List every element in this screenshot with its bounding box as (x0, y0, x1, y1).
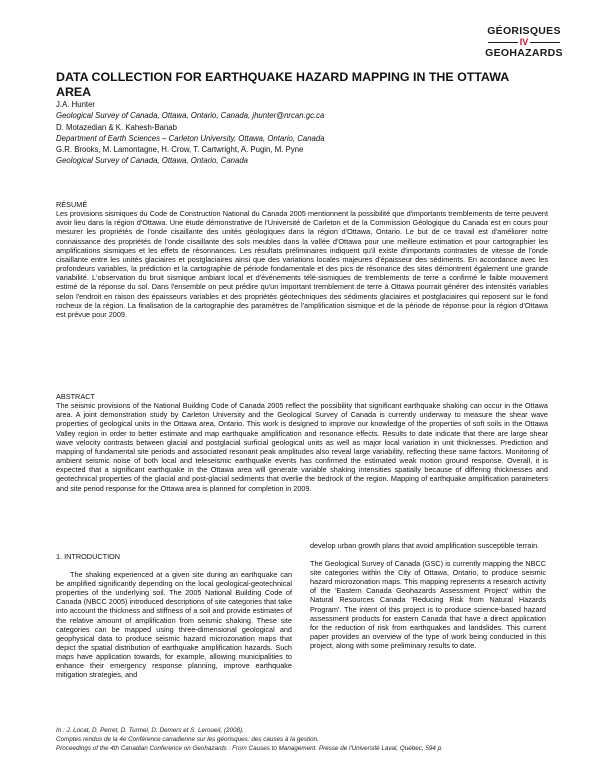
author-name: D. Motazedian & K. Kahesh-Banab (56, 122, 177, 132)
resume-heading: RÉSUMÉ (56, 200, 88, 209)
citation-line-1: In : J. Locat, D. Perret, D. Turmel, D. Demers et S. Leroueil, (2008). (56, 727, 244, 734)
logo-line-georisques: GÉORISQUES (487, 25, 561, 37)
intro-paragraph-1: The shaking experienced at a given site during an earthquake can be amplified significantly depending on the local geological-geotechnical properties of the underlying soil. The 2005 National Building Code of Canada (NBCC 2005) introduced descriptions of site categories that take into account the thickness and stiffness of a soil and provide estimates of the relative amount of amplification from seismic shaking. These site categories can be mapped using three-dimensional geological and geophysical data to produce seismic hazard microzonation maps that depict the spatial distribution of earthquake amplification hazards. Such maps have application towards, for example, allowing municipalities to enhance their emergency response planning, improve earthquake mitigation strategies, and (56, 570, 292, 680)
author-affiliation: Geological Survey of Canada, Ottawa, Ontario, Canada (56, 156, 248, 166)
section-heading-introduction: 1. INTRODUCTION (56, 552, 121, 561)
author-affiliation: Geological Survey of Canada, Ottawa, Ontario, Canada, jhunter@nrcan.gc.ca (56, 111, 325, 121)
logo-line-geohazards: GEOHAZARDS (485, 47, 563, 59)
intro-paragraph-1-continued: develop urban growth plans that avoid amplification susceptible terrain. (310, 541, 540, 550)
author-name: G.R. Brooks, M. Lamontagne, H. Crow, T. Cartwright, A. Pugin, M. Pyne (56, 145, 304, 155)
abstract-heading: ABSTRACT (56, 392, 95, 401)
citation-line-3: Proceedings of the 4th Canadian Conference on Geohazards : From Causes to Management. Presse de l'Université Laval, Québec, 594 p. (56, 745, 443, 752)
author-block (56, 99, 546, 167)
resume-text: Les provisions sismiques du Code de Construction National du Canada 2005 mentionnent la possibilité que d'importants tremblements de terre peuvent avoir lieu dans la région d'Ottawa. Une étude démonstrative de l'Université de Carleton et de la Commission Géologique du Canada est en cours pour mesurer les propriétés de l'onde cisaillante des unités géologiques dans la région d'Ottawa, Ontario. Le but de ce travail est d'améliorer notre connaissance des propriétés de l'onde cisaillante des sols meubles dans la vallée d'Ottawa pour une meilleure estimation et pour cartographier les amplifications sismiques et les effets de résonnances. Les résultats préliminaires indiquent qu'il existe d'importants contrastes de vitesse de l'onde cisaillante entre les unités glaciaires et postglaciaires ainsi que des variations locales majeures d'épaisseur des sédiments. En accordance avec les profondeurs variables, la prédiction et la cartographie de période fondamentale et des pics de résonance des sites démontrent également une grande variabilité. L'observation du bruit sismique ambiant local et d'événements télé-sismiques de tremblements de terre a confirmé le faible mouvement estimé de la réponse du sol. Dans l'ensemble on peut prédire qu'un important tremblement de terre à Ottawa pourrait générer des intensités variables selon l'endroit en raison des épaisseurs variables et des propriétés géotechniques des sédiments glaciaires et postglaciaires qui reposent sur le fond rocheux de la région. La finalisation de la cartographie des paramètres de l'amplification sismique et de la période de réponse pour la région d'Ottawa est prévue pour 2009. (56, 209, 548, 319)
citation-line-2: Comptes rendus de la 4e Conférence canadienne sur les géorisques: des causes à la gestion. (56, 736, 319, 743)
resume-section (56, 200, 548, 319)
paper-title: DATA COLLECTION FOR EARTHQUAKE HAZARD MAPPING IN THE OTTAWA AREA (56, 70, 509, 99)
right-column (310, 541, 546, 650)
author-name: J.A. Hunter (56, 100, 95, 109)
abstract-text: The seismic provisions of the National Building Code of Canada 2005 reflect the possibility that significant earthquake shaking can occur in the Ottawa area. A joint demonstration study by Carleton University and the Geological Survey of Canada is currently underway to measure the shear wave properties of geological units in the Ottawa area, Ontario. This work is designed to improve our knowledge of the properties of soft soils in the Ottawa Valley region in order to better estimate and map earthquake amplification and resonance effects. Results to date indicate that there are large shear wave velocity contrasts between glacial and postglacial surficial geological units as well as major local variation in unit thicknesses. Prediction and mapping of fundamental site periods and associated resonant peak amplitudes also reveal large variability, reflecting these same factors. Monitoring of ambient seismic noise of both local and teleseismic earthquake events has confirmed the estimated weak motion ground response. Overall, it is expected that a significant earthquake in the Ottawa area will generate variable shaking intensities spatially because of differing thicknesses and geotechnical properties of the glacial and post-glacial sediments that overlie the bedrock of the region. Mapping of earthquake amplification parameters and site period response for the Ottawa area is planned for completion in 2009. (56, 401, 548, 493)
left-column (56, 552, 292, 679)
intro-paragraph-2: The Geological Survey of Canada (GSC) is currently mapping the NBCC site categories within the City of Ottawa, Ontario, to produce seismic hazard microzonation maps. This mapping represents a research activity of the 'Eastern Canada Geohazards Assessment Project' within the Natural Resources Canada 'Reducing Risk from Natural Hazards Program'. The intent of this project is to produce science-based hazard assessment products for eastern Canada that have a direct application for the reduction of risk from earthquakes and landslides. This current paper provides an overview of the type of work being conducted in this project, along with some preliminary results to date. (310, 559, 546, 650)
georisques-logo (484, 26, 564, 59)
logo-line-iv: IV (484, 37, 564, 48)
citation-footer (56, 726, 548, 753)
abstract-section (56, 392, 548, 493)
author-affiliation: Department of Earth Sciences – Carleton University, Ottawa, Ontario, Canada (56, 133, 325, 143)
